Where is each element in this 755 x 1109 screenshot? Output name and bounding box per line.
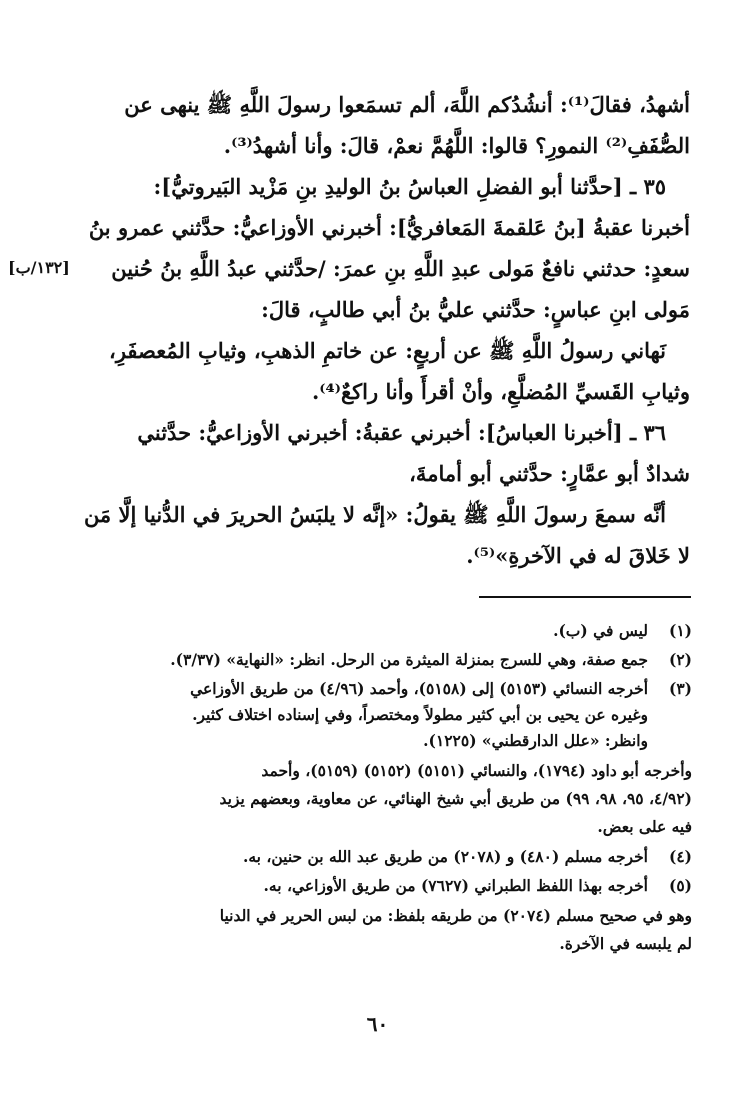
hadith-36-matn [70,494,690,576]
hadith-34-ending [70,84,690,166]
text-line: أشهدُ، فقالَ⁽¹⁾: أنشُدُكم اللَّهَ، ألم تسمَعوا رسولَ اللَّهِ ﷺ ينهى عن [124,92,690,117]
text-line: لا خَلاقَ له في الآخرةِ»⁽⁵⁾. [466,543,690,568]
footnote-line: وغيره عن يحيى بن أبي كثير مطولاً ومختصراً، وفي إسناده اختلاف كثير. [192,705,648,724]
manuscript-folio-note: [١٣٢/ب] [8,258,70,277]
footnote-line: أخرجه بهذا اللفظ الطبراني (٧٦٢٧) من طريق الأوزاعي، به. [263,876,648,895]
footnote-number: (٣) [668,679,692,698]
text-line: ٣٦ ـ [أخبرنا العباسُ]: أخبرني عقبةُ: أخبرني الأوزاعيُّ: حدَّثني [137,420,666,445]
footnote-number: (٢) [668,650,692,669]
footnote-body [70,618,648,644]
footnote-1 [70,618,692,644]
footnote-5 [70,873,692,899]
footnote-number: (١) [668,621,692,640]
text-line: وثيابِ القَسيِّ المُضلَّعِ، وأنْ أقرأَ وأنا راكعٌ⁽⁴⁾. [311,379,690,404]
footnote-number: (٤) [668,847,692,866]
footnote-3 [70,676,692,754]
footnote-body [70,647,648,673]
footnote-body [70,873,648,899]
hadith-35-isnad [70,166,690,330]
page-number: ٦٠ [366,1012,389,1036]
footnote-line: لم يلبسه في الآخرة. [559,934,692,953]
footnote-body [70,676,648,754]
footnote-2 [70,647,692,673]
main-text [70,84,690,576]
text-line: الصُّفَفِ⁽²⁾ النمورِ؟ قالوا: اللَّهُمَّ نعمْ، قالَ: وأنا أشهدُ⁽³⁾. [223,133,690,158]
text-line: مَولى ابنِ عباسٍ: حدَّثني عليُّ بنُ أبي طالبٍ، قالَ: [261,297,690,322]
text-line: شدادٌ أبو عمَّارٍ: حدَّثني أبو أمامةَ، [409,461,690,486]
footnote-line: أخرجه النسائي (٥١٥٣) إلى (٥١٥٨)، وأحمد (٤/٩٦) من طريق الأوزاعي [190,679,648,698]
footnotes [70,618,692,961]
text-line: نَهاني رسولُ اللَّهِ ﷺ عن أربعٍ: عن خاتمِ الذهبِ، وثيابِ المُعصفَرِ، [109,338,666,363]
footnote-line: وانظر: «علل الدارقطني» (١٢٢٥). [423,731,648,750]
footnote-3-continuation [70,757,692,841]
footnote-line: ليس في (ب). [553,621,648,640]
footnote-5-continuation [70,902,692,958]
footnote-number: (٥) [668,876,692,895]
footnote-line: جمع صفة، وهي للسرج بمنزلة الميثرة من الرحل. انظر: «النهاية» (٣/٣٧). [170,650,648,669]
footnote-line: فيه على بعض. [597,817,692,836]
footnote-body [70,844,648,870]
text-line: سعدٍ: حدثني نافعٌ مَولى عبدِ اللَّهِ بنِ عمرَ: /حدَّثني عبدُ اللَّهِ بنُ حُنين [111,256,690,281]
text-line: ٣٥ ـ [حدَّثنا أبو الفضلِ العباسُ بنُ الوليدِ بنِ مَزْيد البَيروتيُّ]: [153,174,666,199]
footnote-separator [479,596,691,598]
footnote-line: أخرجه مسلم (٤٨٠) و (٢٠٧٨) من طريق عبد الله بن حنين، به. [242,847,648,866]
hadith-36-isnad [70,412,690,494]
footnote-4 [70,844,692,870]
footnote-line: وأخرجه أبو داود (١٧٩٤)، والنسائي (٥١٥١) (٥١٥٢) (٥١٥٩)، وأحمد [261,761,692,780]
hadith-35-matn [70,330,690,412]
text-line: أخبرنا عقبةُ [بنُ عَلقمةَ المَعافريُّ]: أخبرني الأوزاعيُّ: حدَّثني عمرو بنُ [88,215,690,240]
footnote-line: وهو في صحيح مسلم (٢٠٧٤) من طريقه بلفظ: من لبس الحرير في الدنيا [219,906,692,925]
footnote-line: (٤/٩٢، ٩٥، ٩٨، ٩٩) من طريق أبي شيخ الهنائي، عن معاوية، وبعضهم يزيد [219,789,692,808]
text-line: أنَّه سمعَ رسولَ اللَّهِ ﷺ يقولُ: «إنَّه لا يلبَسُ الحريرَ في الدُّنيا إلَّا مَن [83,502,666,527]
